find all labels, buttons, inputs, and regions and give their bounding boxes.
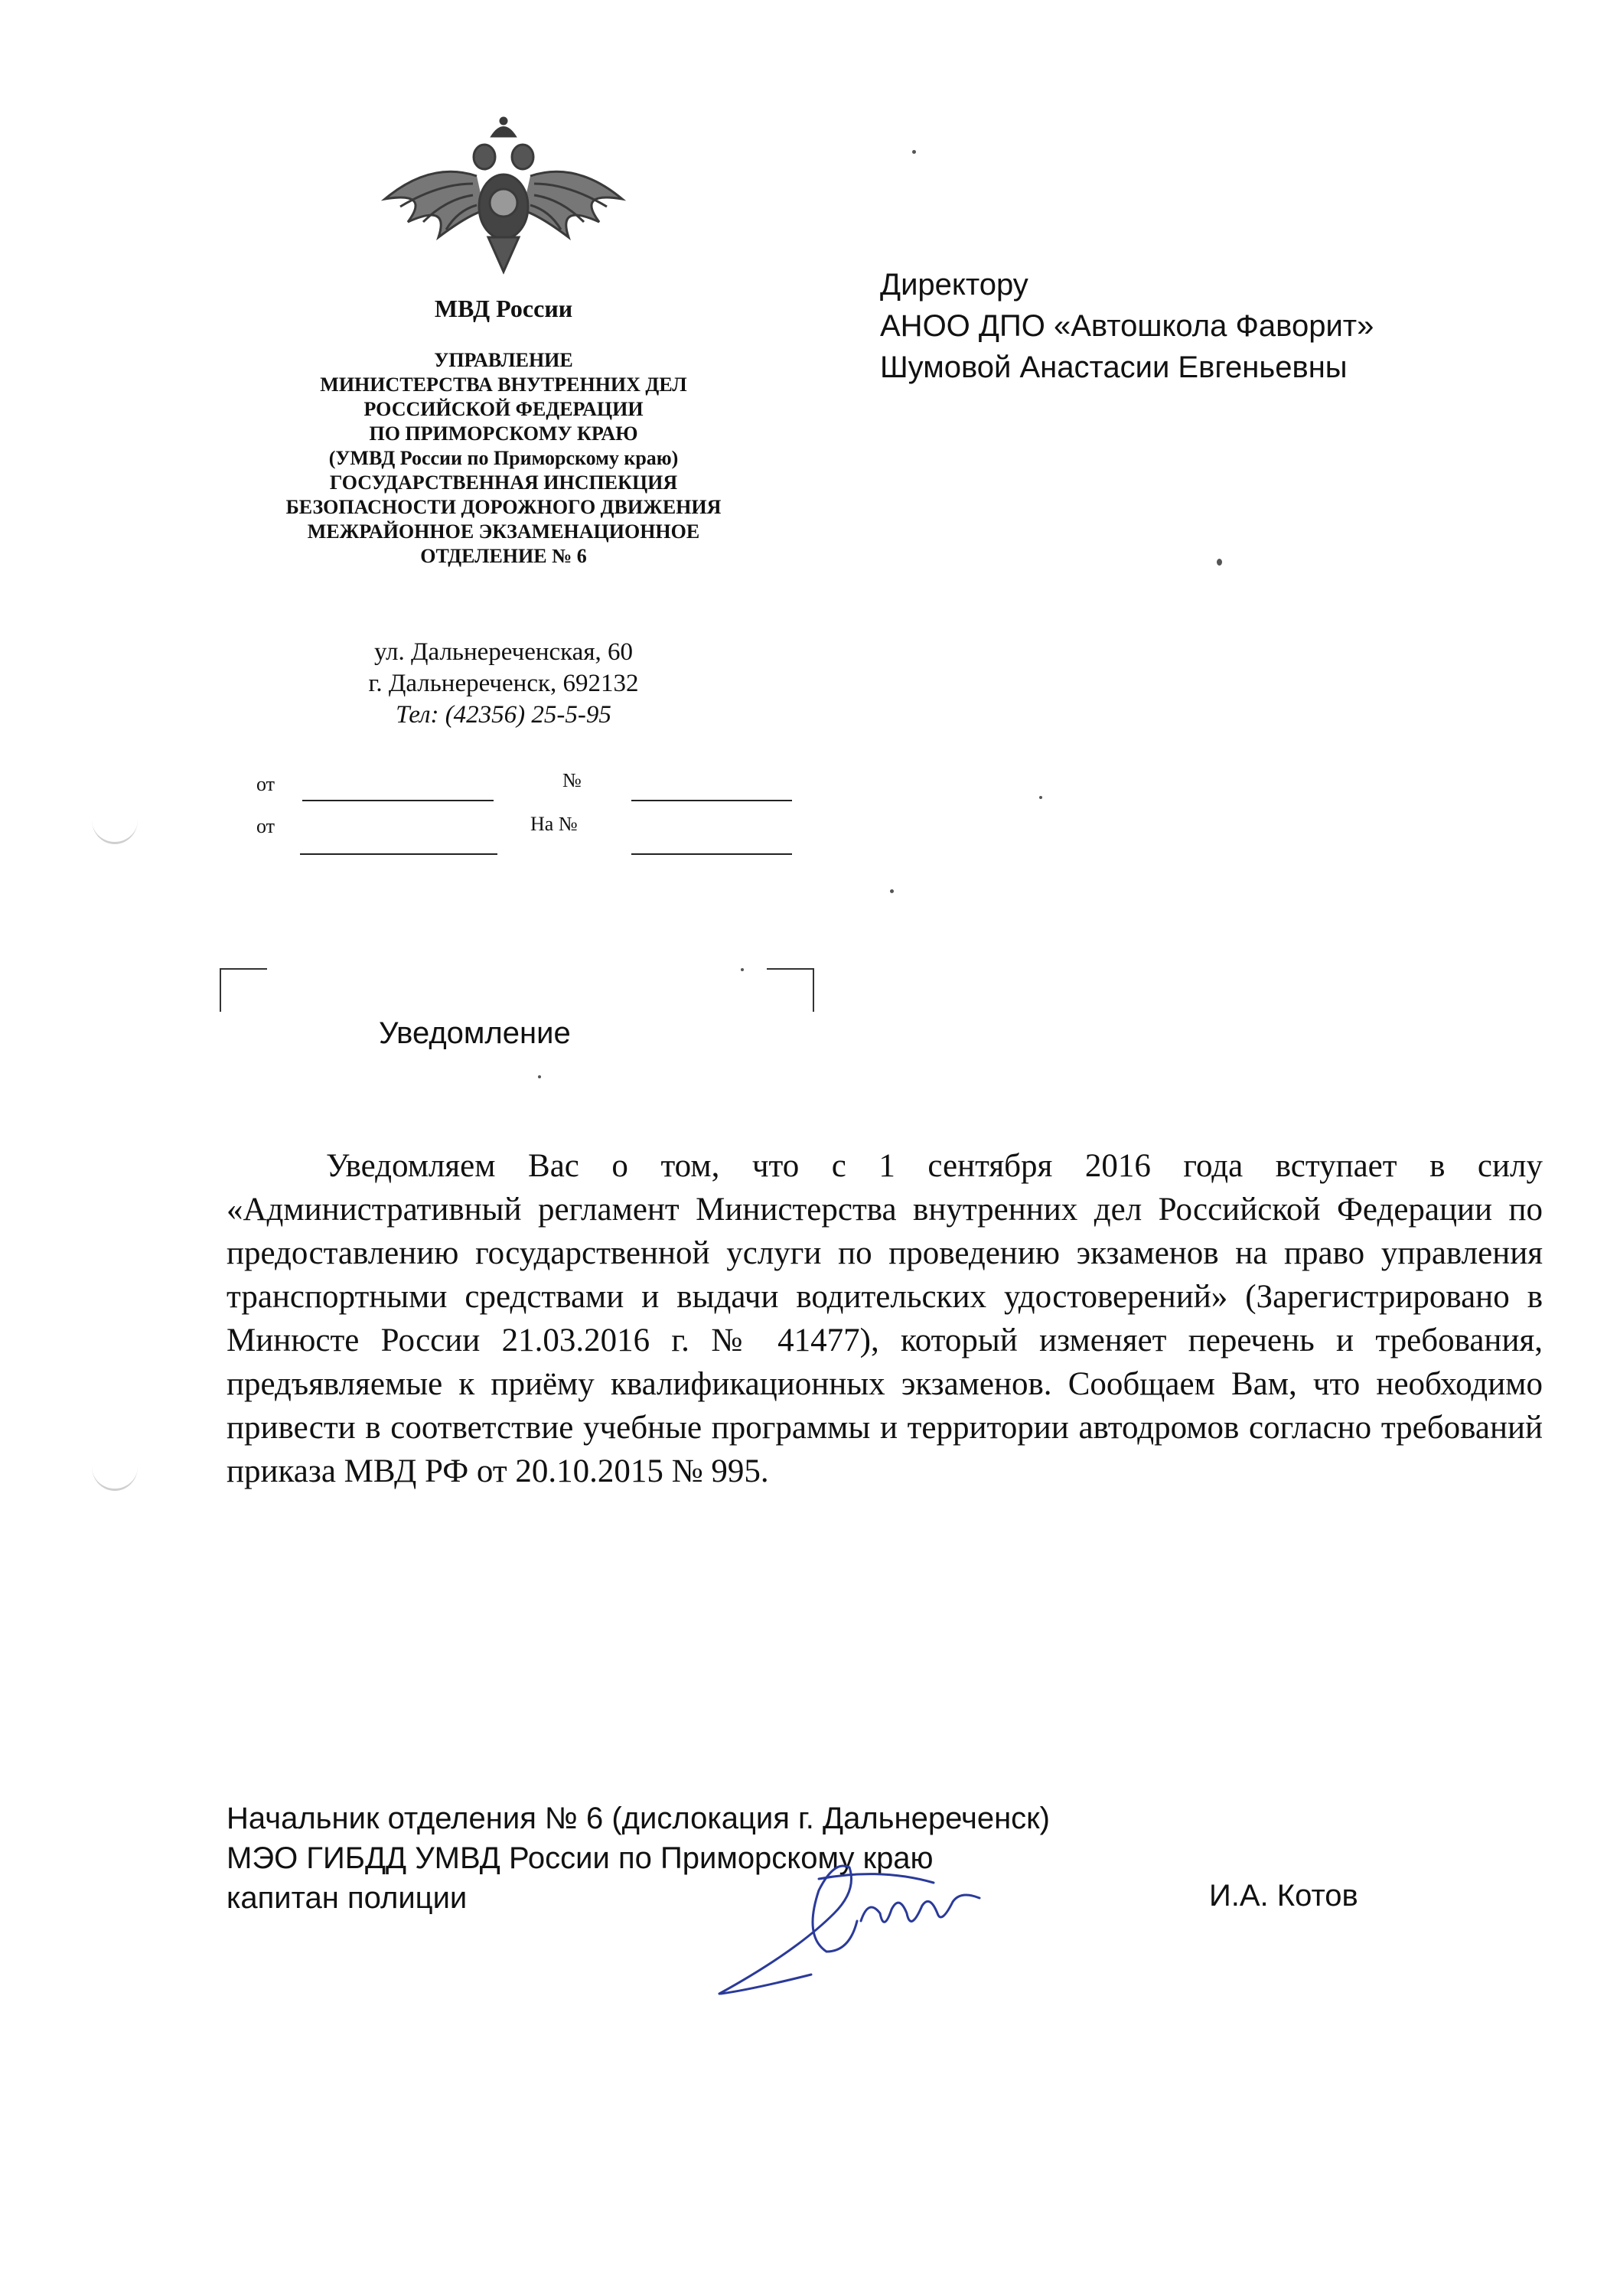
addressee-block [880, 264, 1374, 388]
addressee-name: Шумовой Анастасии Евгеньевны [880, 351, 1348, 384]
org-line: РОССИЙСКОЙ ФЕДЕРАЦИИ [363, 398, 644, 420]
paper-speck [912, 150, 916, 154]
org-line: (УМВД России по Приморскому краю) [328, 447, 679, 469]
org-short-name: МВД России [434, 295, 573, 322]
signer-name: И.А. Котов [1209, 1879, 1358, 1913]
ref-number-label: № [562, 769, 582, 791]
phone-number: Тел: (42356) 25-5-95 [396, 701, 611, 729]
body-paragraph: Уведомляем Вас о том, что с 1 сентября 2016 года вступает в силу «Административный регламент Министерства внутренних дел Российской Федерации по предоставлению государственной услуги по проведению экзаменов на право управления транспортными средствами и выдачи водительских удостоверений» (Зарегистрировано в Минюсте России 21.03.2016 г. № 41477), который изменяет перечень и требования, предъявляемые к приёму квалификационных экзаменов. Сообщаем Вам, что необходимо привести в соответствие учебные программы и территории автодромов согласно требований приказа МВД РФ от 20.10.2015 № 995. [227, 1148, 1543, 1489]
org-line: ОТДЕЛЕНИЕ № 6 [420, 545, 587, 567]
ref-from-label: от [256, 773, 275, 795]
paper-speck [538, 1075, 541, 1078]
org-line: ГОСУДАРСТВЕННАЯ ИНСПЕКЦИЯ [329, 471, 678, 494]
address-block [197, 637, 810, 731]
paper-speck [741, 968, 744, 971]
signer-department: МЭО ГИБДД УМВД России по Приморскому краю [227, 1841, 934, 1875]
addressee-organization: АНОО ДПО «Автошкола Фаворит» [880, 309, 1374, 343]
punch-hole-mark [92, 796, 138, 844]
ref-date-line [302, 800, 494, 801]
org-line: МЕЖРАЙОННОЕ ЭКЗАМЕНАЦИОННОЕ [307, 520, 700, 543]
address-street: ул. Дальнереченская, 60 [373, 638, 634, 666]
ref-number-line [631, 853, 792, 855]
ref-date-line [300, 853, 497, 855]
subject-bracket-left [220, 968, 267, 1012]
address-city: г. Дальнереченск, 692132 [368, 670, 639, 697]
org-line: МИНИСТЕРСТВА ВНУТРЕННИХ ДЕЛ [320, 373, 687, 396]
paper-speck [1039, 796, 1042, 799]
addressee-position: Директору [880, 268, 1028, 302]
signer-position: Начальник отделения № 6 (дислокация г. Дальнереченск) [227, 1802, 1050, 1835]
handwritten-signature-icon [704, 1837, 995, 2005]
org-line: БЕЗОПАСНОСТИ ДОРОЖНОГО ДВИЖЕНИЯ [285, 496, 722, 518]
signer-rank: капитан полиции [227, 1881, 468, 1915]
ref-number-line [631, 800, 792, 801]
org-line: УПРАВЛЕНИЕ [434, 349, 573, 371]
document-title: Уведомление [379, 1016, 571, 1050]
paper-speck [1217, 559, 1222, 566]
org-name-block [197, 348, 810, 569]
paper-speck [890, 889, 894, 893]
ref-from-label: от [256, 815, 275, 837]
subject-bracket-right [767, 968, 814, 1012]
punch-hole-mark [92, 1443, 138, 1491]
org-line: ПО ПРИМОРСКОМУ КРАЮ [369, 422, 638, 445]
mvd-emblem-icon [377, 115, 630, 283]
ref-to-number-label: На № [530, 813, 578, 835]
